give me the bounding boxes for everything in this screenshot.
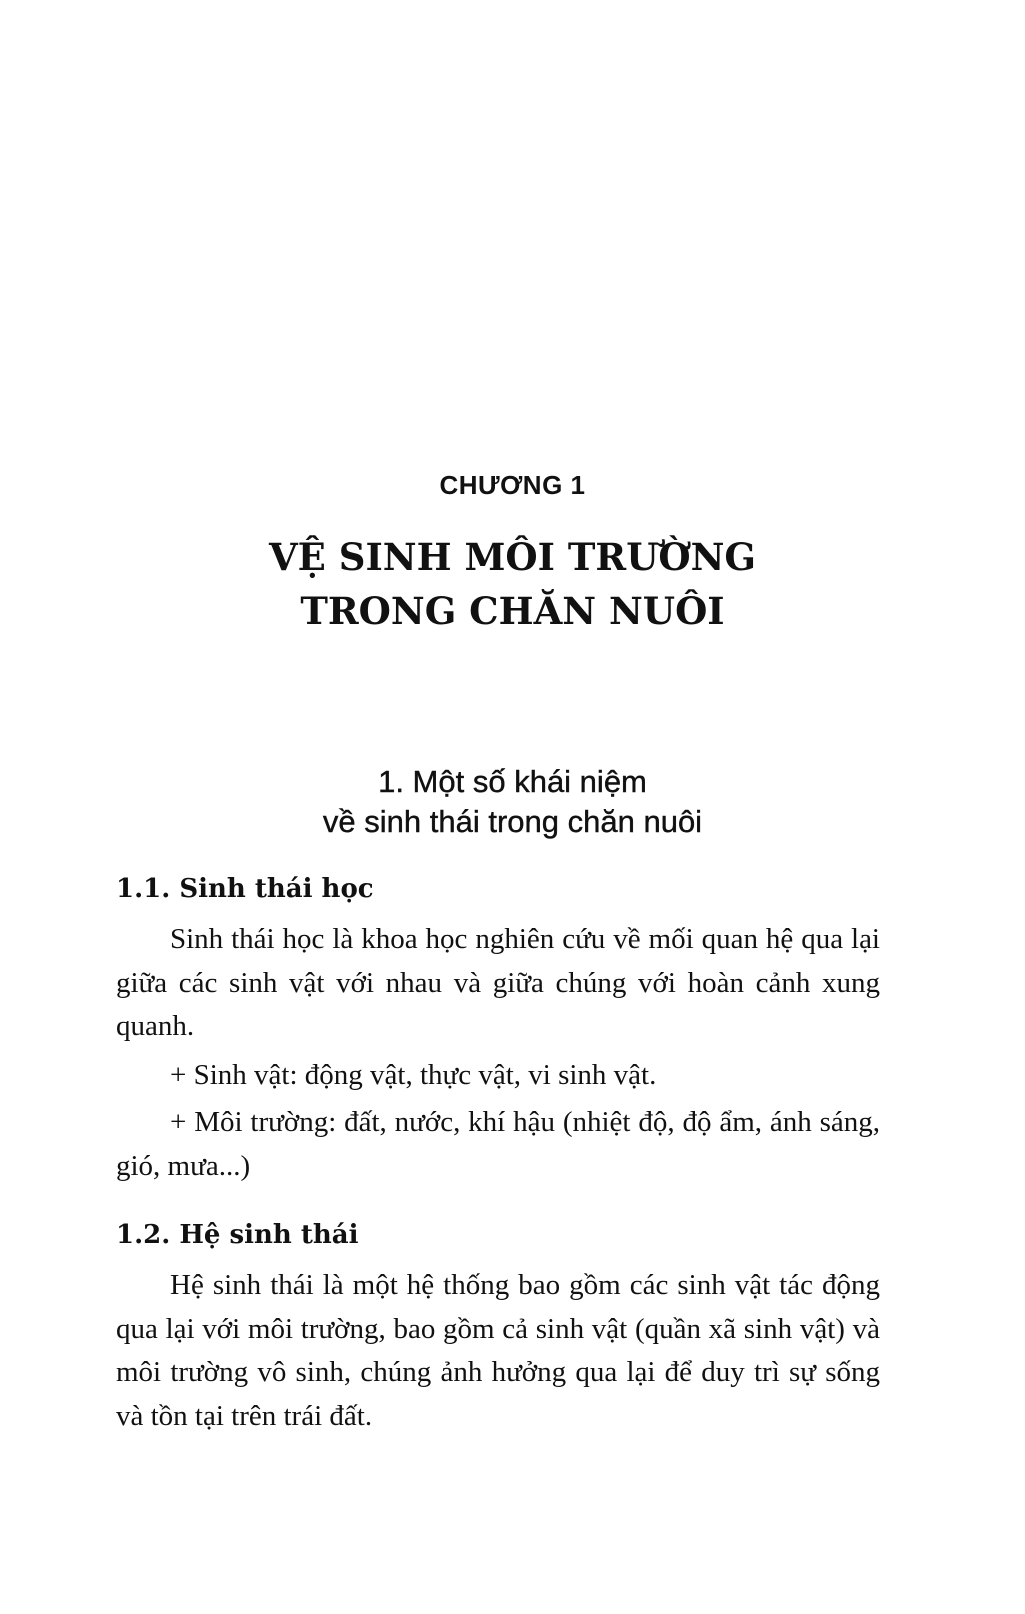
subsection-heading-1-1: 1.1. Sinh thái học — [116, 874, 374, 904]
chapter-title-line-2: TRONG CHĂN NUÔI — [300, 589, 725, 633]
paragraph-moi-truong: + Môi trường: đất, nước, khí hậu (nhiệt độ, độ ẩm, ánh sáng, gió, mưa...) — [116, 1106, 880, 1182]
section-title — [0, 762, 1025, 842]
paragraph-he-sinh-thai: Hệ sinh thái là một hệ thống bao gồm các sinh vật tác động qua lại với môi trường, bao gồm cả sinh vật (quần xã sinh vật) và môi trường vô sinh, chúng ảnh hưởng qua lại để duy trì sự sống và tồn tại trên trái đất. — [116, 1269, 880, 1432]
paragraph-sinh-thai-hoc: Sinh thái học là khoa học nghiên cứu về mối quan hệ qua lại giữa các sinh vật với nhau và giữa chúng với hoàn cảnh xung quanh. — [116, 923, 880, 1042]
chapter-title — [0, 530, 1025, 638]
paragraph-sinh-vat: + Sinh vật: động vật, thực vật, vi sinh vật. — [170, 1059, 657, 1091]
subsection-heading-1-2: 1.2. Hệ sinh thái — [116, 1220, 359, 1250]
chapter-title-line-1: VỆ SINH MÔI TRƯỜNG — [268, 535, 757, 579]
section-title-line-2: về sinh thái trong chăn nuôi — [322, 804, 703, 839]
section-title-line-1: 1. Một số khái niệm — [378, 764, 647, 799]
chapter-label: CHƯƠNG 1 — [439, 470, 586, 500]
